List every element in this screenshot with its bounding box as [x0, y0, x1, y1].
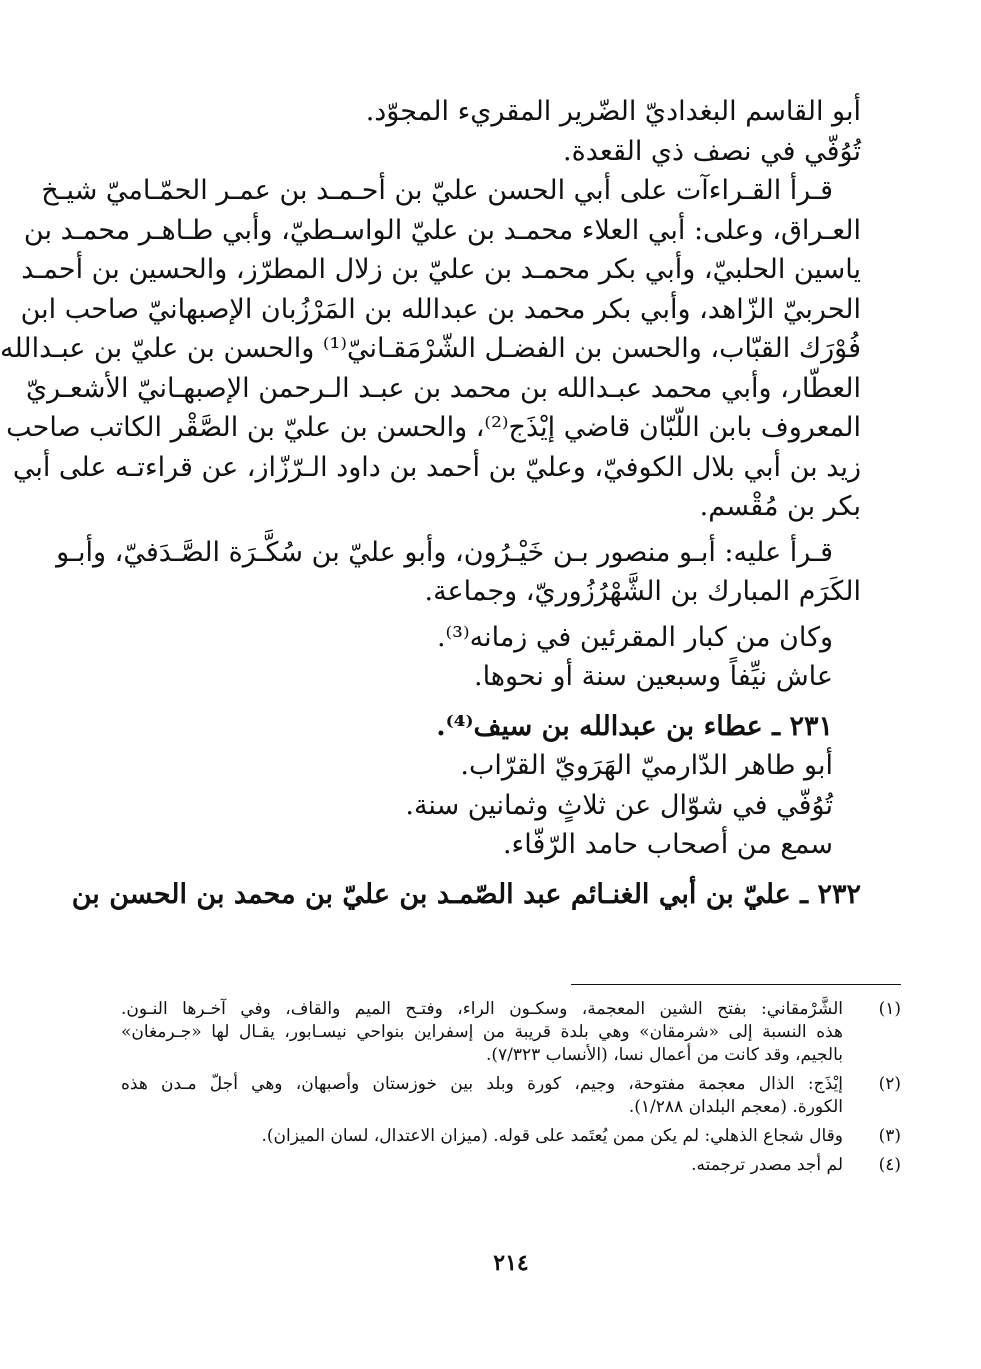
text-line: العطّار، وأبي محمد عبـدالله بن محمد بن عبـد الـرحمن الإصبهـانيّ الأشعـريّ	[25, 372, 861, 404]
footnote-2	[121, 1073, 901, 1119]
entry-232-heading: ٢٣٢ ـ عليّ بن أبي الغنـائم عبد الصّمـد بن عليّ بن محمد بن الحسن بن	[71, 878, 861, 910]
footnote-number: (٢)	[878, 1074, 901, 1094]
footnote-text	[121, 1125, 843, 1148]
text-line: تُوُفّي في نصف ذي القعدة.	[563, 135, 861, 167]
footnote-divider	[571, 984, 901, 985]
footnote-text	[121, 1154, 843, 1177]
text-line: فُوْرَك القبّاب، والحسن بن الفضـل الشّرْمَقـانيّ⁽¹⁾ والحسن بن عليّ بن عبـدالله	[0, 333, 861, 364]
footnote-number: (٤)	[878, 1155, 901, 1175]
footnote-number: (١)	[878, 999, 901, 1019]
entry-231-line: سمع من أصحاب حامد الرّفّاء.	[502, 829, 833, 860]
footnote-line: لم أجد مصدر ترجمته.	[691, 1155, 843, 1175]
main-text	[0, 92, 861, 914]
footnote-number: (٣)	[878, 1126, 901, 1146]
text-line: الحربيّ الزّاهد، وأبي بكر محمد بن عبدالله بن المَرْزُبان الإصبهانيّ صاحب ابن	[20, 293, 861, 325]
footnote-text	[121, 1073, 843, 1119]
text-line: زيد بن أبي بلال الكوفيّ، وعليّ بن أحمد بن داود الـرّزّاز، عن قراءتـه على أبي	[12, 451, 861, 483]
text-line: ياسين الحلبيّ، وأبي بكر محمـد بن عليّ بن زلال المطرّز، والحسين بن أحمـد	[21, 254, 861, 285]
footnote-line: الشَّرْمقاني: بفتح الشين المعجمة، وسكـون الراء، وفتـح الميم والقاف، وفي آخـرها النـون.	[121, 999, 843, 1019]
text-line: المعروف بابن اللّبّان قاضي إيْذَج⁽²⁾، والحسن بن عليّ بن الصَّقْر الكاتب صاحب	[6, 412, 861, 443]
footnote-line: الكورة. (معجم البلدان ١/٢٨٨).	[628, 1097, 843, 1117]
entry-231-line: أبو طاهر الدّارميّ الهَرَويّ القرّاب.	[460, 750, 833, 781]
text-line: العـراق، وعلى: أبي العلاء محمـد بن عليّ الواسـطيّ، وأبي طـاهـر محمـد بن	[23, 214, 861, 246]
readers-line: الكَرَم المبارك بن الشَّهْرُزُوريّ، وجماعة.	[424, 576, 861, 607]
entry-231-line: تُوُفّي في شوّال عن ثلاثٍ وثمانين سنة.	[405, 789, 833, 821]
text-line: قـرأ القـراءآت على أبي الحسن عليّ بن أحـمـد بن عمـر الحمّـاميّ شيـخ	[41, 175, 833, 206]
text-line: بكر بن مُقْسم.	[699, 491, 861, 522]
footnote-line: هذه النسبة إلى «شرمقان» وهي بلدة قريبة من إسفراين بنواحي نيسـابور، يقـال لها «جـرمغان»	[121, 1022, 843, 1042]
footnote-line: بالجيم، وقد كانت من أعمال نسا، (الأنساب ٧/٣٢٣).	[485, 1045, 843, 1065]
footnote-line: إيْذَج: الذال معجمة مفتوحة، وجيم، كورة وبلد بين خوزستان وأصبهان، وهي أجلّ مـدن هذه	[121, 1074, 843, 1094]
closing-line: وكان من كبار المقرئين في زمانه⁽³⁾.	[436, 621, 833, 653]
footnote-line: وقال شجاع الذهلي: لم يكن ممن يُعتَمد على قوله. (ميزان الاعتدال، لسان الميزان).	[261, 1126, 843, 1146]
readers-line: قـرأ عليه: أبـو منصور بـن خَيْـرُون، وأبو عليّ بن سُكَّـرَة الصَّـدَفيّ، وأبـو	[56, 536, 833, 568]
closing-line: عاش نيِّفاً وسبعين سنة أو نحوها.	[473, 661, 833, 692]
footnote-3	[121, 1125, 901, 1148]
text-line: أبو القاسم البغداديّ الضّرير المقريء المجوّد.	[365, 96, 861, 127]
page-number: ٢١٤	[493, 1250, 529, 1276]
footnote-text	[121, 998, 843, 1067]
entry-231-heading: ٢٣١ ـ عطاء بن عبدالله بن سيف⁽⁴⁾.	[436, 710, 833, 742]
footnote-4	[121, 1154, 901, 1177]
footnote-1	[121, 998, 901, 1067]
footnotes	[121, 998, 901, 1177]
